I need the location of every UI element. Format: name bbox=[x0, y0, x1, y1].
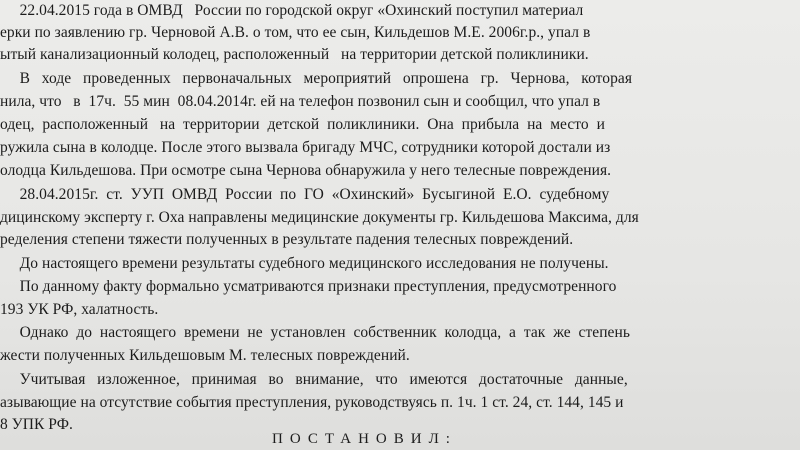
text-line: ытый канализационный колодец, расположенный на территории детской поликлиники. bbox=[0, 46, 589, 63]
text-line: 28.04.2015г. ст. УУП ОМВД России по ГО «Охинский» Бусыгиной Е.О. судебному bbox=[0, 186, 610, 203]
text-line: Однако до настоящего времени не установлен собственник колодца, а так же степень bbox=[0, 324, 630, 341]
text-line: дицинскому эксперту г. Оха направлены медицинские документы гр. Кильдешова Максима, для bbox=[0, 209, 639, 226]
text-line: 193 УК РФ, халатность. bbox=[0, 301, 159, 318]
text-line: азывающие на отсутствие события преступления, руководствуясь п. 1ч. 1 ст. 24, ст. 144, 145 и bbox=[0, 394, 624, 411]
text-line: одец, расположенный на территории детской поликлиники. Она прибыла на место и bbox=[0, 116, 605, 133]
text-line: ерки по заявлению гр. Черновой А.В. о том, что ее сын, Кильдешов М.Е. 2006г.р., упал в bbox=[0, 24, 591, 41]
text-line: В ходе проведенных первоначальных мероприятий опрошена гр. Чернова, которая bbox=[0, 70, 632, 87]
text-line: ределения степени тяжести полученных в результате падения телесных повреждений. bbox=[0, 231, 574, 248]
text-line: До настоящего времени результаты судебного медицинского исследования не получены. bbox=[0, 255, 609, 272]
text-line: олодца Кильдешова. При осмотре сына Чернова обнаружила у него телесные повреждения. bbox=[0, 162, 612, 179]
text-line: ружила сына в колодце. После этого вызвала бригаду МЧС, сотрудники которой достали из bbox=[0, 139, 611, 156]
text-line: 22.04.2015 года в ОМВД России по городской округ «Охинский поступил материал bbox=[0, 2, 584, 19]
text-line: Учитывая изложенное, принимая во внимание, что имеются достаточные данные, bbox=[0, 371, 628, 388]
text-line: 8 УПК РФ. bbox=[0, 416, 73, 433]
text-line: нила, что в 17ч. 55 мин 08.04.2014г. ей на телефон позвонил сын и сообщил, что упал в bbox=[0, 93, 601, 110]
text-line: По данному факту формально усматриваются признаки преступления, предусмотренного bbox=[0, 278, 617, 295]
text-line: жести полученных Кильдешовым М. телесных повреждений. bbox=[0, 347, 410, 364]
resolution-heading: ПОСТАНОВИЛ: bbox=[272, 431, 457, 447]
